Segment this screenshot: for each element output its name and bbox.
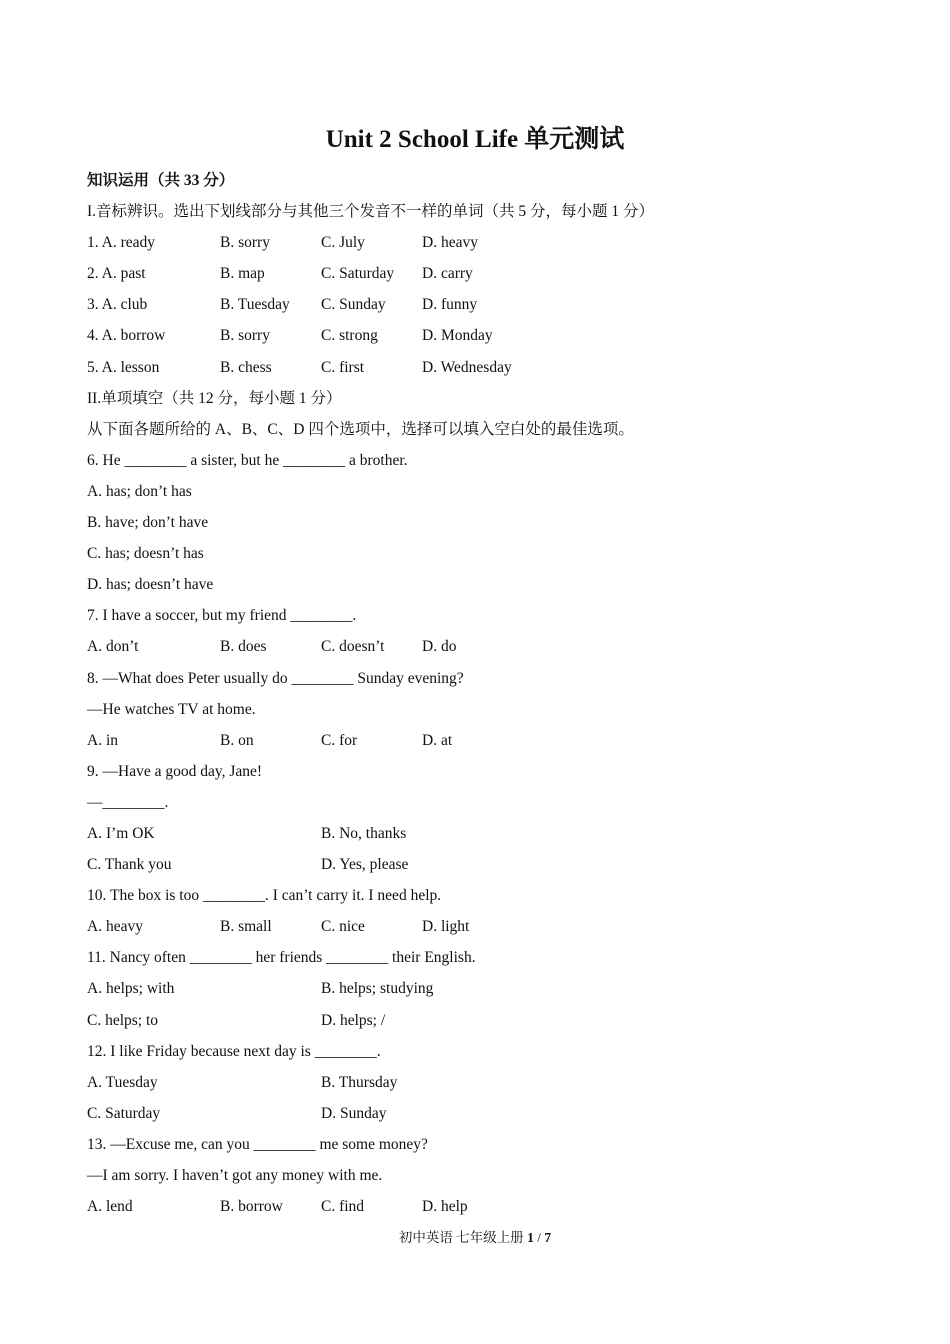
option-b: B. sorry bbox=[220, 327, 270, 345]
question-12-stem: 12. I like Friday because next day is ________. bbox=[87, 1042, 381, 1060]
option-a: A. in bbox=[87, 731, 118, 749]
option-a: 3. A. club bbox=[87, 296, 148, 314]
question-5 bbox=[87, 352, 877, 383]
question-9-options-row1 bbox=[87, 818, 877, 849]
question-6-option-a: A. has; don’t has bbox=[87, 482, 192, 500]
question-8-stem: 8. —What does Peter usually do ________ Sunday evening? bbox=[87, 669, 464, 687]
question-9-reply: —________. bbox=[87, 793, 169, 811]
question-11-options-row2 bbox=[87, 1005, 877, 1036]
option-a: A. helps; with bbox=[87, 980, 175, 998]
question-13-reply: —I am sorry. I haven’t got any money with me. bbox=[87, 1167, 383, 1184]
footer-page-total: 7 bbox=[544, 1230, 552, 1245]
option-d: D. helps; / bbox=[321, 1011, 386, 1029]
option-c: C. strong bbox=[321, 327, 378, 345]
option-c: C. first bbox=[321, 358, 365, 376]
option-c: C. find bbox=[321, 1198, 365, 1216]
option-b: B. on bbox=[220, 731, 254, 749]
option-a: A. I’m OK bbox=[87, 824, 155, 842]
question-8-reply: —He watches TV at home. bbox=[87, 700, 256, 718]
page-footer bbox=[0, 1226, 950, 1250]
question-12-options-row1 bbox=[87, 1067, 877, 1098]
question-13-options bbox=[87, 1191, 877, 1222]
option-d: D. Wednesday bbox=[422, 358, 512, 376]
option-b: B. small bbox=[220, 918, 272, 936]
option-c: C. doesn’t bbox=[321, 638, 385, 656]
question-11-stem: 11. Nancy often ________ her friends ________ their English. bbox=[87, 949, 476, 967]
option-d: D. Sunday bbox=[321, 1104, 387, 1122]
option-b: B. borrow bbox=[220, 1198, 283, 1216]
option-c: C. July bbox=[321, 234, 365, 252]
question-6-option-b: B. have; don’t have bbox=[87, 514, 209, 532]
option-a: A. Tuesday bbox=[87, 1073, 158, 1091]
option-a: A. lend bbox=[87, 1198, 133, 1216]
question-10-options bbox=[87, 911, 877, 942]
option-c: C. Sunday bbox=[321, 296, 386, 314]
question-6-option-c: C. has; doesn’t has bbox=[87, 545, 204, 563]
question-3 bbox=[87, 289, 877, 320]
option-a: 4. A. borrow bbox=[87, 327, 166, 345]
option-c: C. Saturday bbox=[87, 1104, 161, 1122]
option-d: D. Monday bbox=[422, 327, 493, 345]
footer-page-number: 1 bbox=[527, 1230, 534, 1245]
option-d: D. do bbox=[422, 638, 457, 656]
question-11-options-row1 bbox=[87, 973, 877, 1004]
question-1 bbox=[87, 227, 877, 258]
option-d: D. light bbox=[422, 918, 470, 936]
option-b: B. map bbox=[220, 265, 265, 283]
question-6-option-d: D. has; doesn’t have bbox=[87, 576, 214, 594]
part2-sub-instruction: 从下面各题所给的 A、B、C、D 四个选项中，选择可以填入空白处的最佳选项。 bbox=[87, 420, 634, 438]
option-a: 5. A. lesson bbox=[87, 358, 160, 376]
option-b: B. helps; studying bbox=[321, 980, 434, 998]
option-c: C. helps; to bbox=[87, 1011, 159, 1029]
option-d: D. at bbox=[422, 731, 453, 749]
option-b: B. does bbox=[220, 638, 267, 656]
question-9-options-row2 bbox=[87, 849, 877, 880]
option-c: C. for bbox=[321, 731, 358, 749]
option-a: A. heavy bbox=[87, 918, 143, 936]
part2-instruction: II.单项填空（共 12 分，每小题 1 分） bbox=[87, 389, 342, 407]
question-4 bbox=[87, 320, 877, 351]
option-d: D. Yes, please bbox=[321, 856, 409, 874]
option-d: D. funny bbox=[422, 296, 478, 314]
footer-label: 初中英语 七年级上册 bbox=[398, 1230, 524, 1245]
option-a: A. don’t bbox=[87, 638, 139, 656]
question-10-stem: 10. The box is too ________. I can’t carry it. I need help. bbox=[87, 887, 442, 905]
option-b: B. Tuesday bbox=[220, 296, 290, 314]
question-6-stem: 6. He ________ a sister, but he ________ a brother. bbox=[87, 451, 408, 469]
question-13-stem: 13. —Excuse me, can you ________ me some money? bbox=[87, 1135, 428, 1153]
question-7-options bbox=[87, 631, 877, 662]
option-b: B. No, thanks bbox=[321, 824, 407, 842]
option-d: D. help bbox=[422, 1198, 468, 1216]
question-9-stem: 9. —Have a good day, Jane! bbox=[87, 762, 263, 780]
part1-instruction: I.音标辨识。选出下划线部分与其他三个发音不一样的单词（共 5 分，每小题 1 分） bbox=[87, 203, 655, 221]
question-8-options bbox=[87, 725, 877, 756]
option-c: C. Thank you bbox=[87, 856, 172, 874]
option-b: B. chess bbox=[220, 358, 272, 376]
footer-separator: / bbox=[533, 1230, 545, 1245]
question-12-options-row2 bbox=[87, 1098, 877, 1129]
option-b: B. sorry bbox=[220, 234, 270, 252]
page-title: Unit 2 School Life 单元测试 bbox=[325, 126, 625, 153]
option-c: C. Saturday bbox=[321, 265, 395, 283]
section-heading: 知识运用（共 33 分） bbox=[87, 172, 235, 189]
option-a: 1. A. ready bbox=[87, 234, 156, 252]
question-7-stem: 7. I have a soccer, but my friend ________. bbox=[87, 607, 357, 625]
option-c: C. nice bbox=[321, 918, 365, 936]
option-b: B. Thursday bbox=[321, 1073, 398, 1091]
option-a: 2. A. past bbox=[87, 265, 146, 283]
question-2 bbox=[87, 258, 877, 289]
option-d: D. carry bbox=[422, 265, 473, 283]
option-d: D. heavy bbox=[422, 234, 478, 252]
exam-content bbox=[87, 165, 877, 1222]
